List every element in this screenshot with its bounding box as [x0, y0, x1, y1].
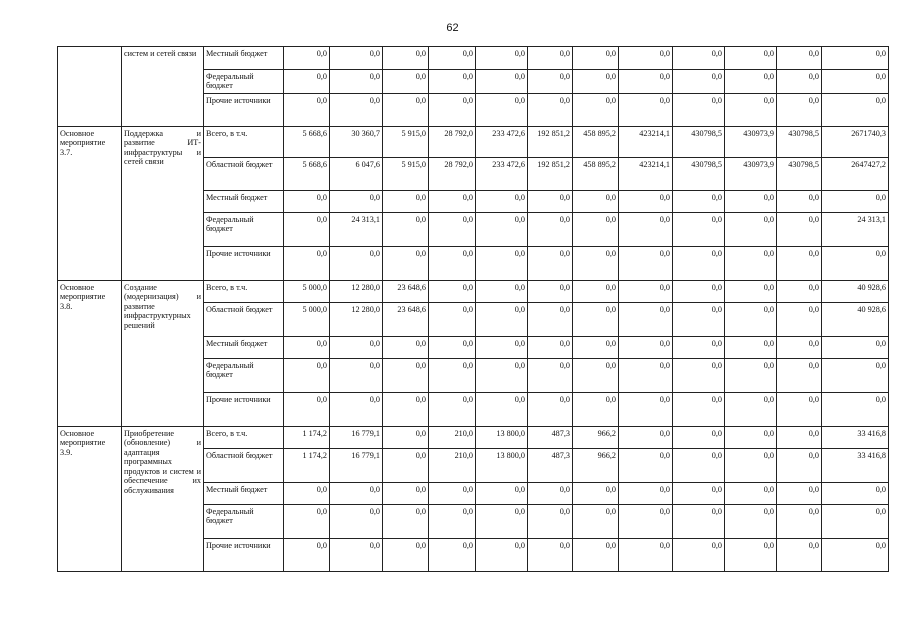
- value-cell: 0,0: [383, 70, 429, 94]
- value-cell: 0,0: [330, 47, 383, 70]
- description-cell: систем и сетей связи: [122, 47, 204, 127]
- activity-cell: Основное мероприятие 3.7.: [58, 127, 122, 281]
- value-cell: 23 648,6: [383, 281, 429, 303]
- value-cell: 1 174,2: [284, 449, 330, 483]
- description-cell: Создание (модернизация) и развитие инфраструктурных решений: [122, 281, 204, 427]
- value-cell: 5 915,0: [383, 158, 429, 191]
- budget-table: [57, 46, 889, 572]
- funding-source-cell: Местный бюджет: [204, 483, 284, 505]
- value-cell: 0,0: [383, 449, 429, 483]
- value-cell: 0,0: [383, 247, 429, 281]
- total-value-cell: 40 928,6: [822, 303, 889, 337]
- table-row: [58, 281, 889, 303]
- funding-source-cell: Всего, в т.ч.: [204, 127, 284, 158]
- value-cell: 1 174,2: [284, 427, 330, 449]
- value-cell: 0,0: [383, 359, 429, 393]
- value-cell: 0,0: [725, 247, 777, 281]
- value-cell: 0,0: [777, 359, 822, 393]
- total-value-cell: 0,0: [822, 70, 889, 94]
- table-body: [58, 47, 889, 572]
- value-cell: 0,0: [383, 483, 429, 505]
- value-cell: 0,0: [619, 94, 673, 127]
- value-cell: 0,0: [725, 303, 777, 337]
- value-cell: 0,0: [429, 70, 476, 94]
- value-cell: 0,0: [528, 359, 573, 393]
- value-cell: 0,0: [619, 213, 673, 247]
- value-cell: 0,0: [777, 539, 822, 572]
- value-cell: 487,3: [528, 427, 573, 449]
- value-cell: 0,0: [725, 393, 777, 427]
- total-value-cell: 0,0: [822, 505, 889, 539]
- value-cell: 0,0: [777, 427, 822, 449]
- value-cell: 0,0: [777, 247, 822, 281]
- value-cell: 0,0: [777, 213, 822, 247]
- value-cell: 6 047,6: [330, 158, 383, 191]
- value-cell: 0,0: [330, 70, 383, 94]
- value-cell: 0,0: [777, 94, 822, 127]
- value-cell: 0,0: [528, 47, 573, 70]
- value-cell: 0,0: [476, 47, 528, 70]
- value-cell: 0,0: [429, 505, 476, 539]
- value-cell: 0,0: [619, 337, 673, 359]
- value-cell: 0,0: [619, 359, 673, 393]
- value-cell: 0,0: [383, 191, 429, 213]
- value-cell: 0,0: [777, 483, 822, 505]
- funding-source-cell: Областной бюджет: [204, 303, 284, 337]
- total-value-cell: 0,0: [822, 191, 889, 213]
- value-cell: 458 895,2: [573, 127, 619, 158]
- value-cell: 0,0: [725, 337, 777, 359]
- value-cell: 0,0: [330, 94, 383, 127]
- value-cell: 0,0: [725, 191, 777, 213]
- value-cell: 430798,5: [673, 127, 725, 158]
- value-cell: 0,0: [777, 505, 822, 539]
- value-cell: 0,0: [476, 303, 528, 337]
- value-cell: 0,0: [476, 281, 528, 303]
- value-cell: 5 000,0: [284, 303, 330, 337]
- funding-source-cell: Федеральный бюджет: [204, 70, 284, 94]
- value-cell: 0,0: [284, 483, 330, 505]
- value-cell: 0,0: [777, 303, 822, 337]
- funding-source-cell: Областной бюджет: [204, 449, 284, 483]
- value-cell: 966,2: [573, 449, 619, 483]
- value-cell: 0,0: [673, 393, 725, 427]
- value-cell: 0,0: [528, 393, 573, 427]
- value-cell: 0,0: [725, 47, 777, 70]
- value-cell: 0,0: [573, 483, 619, 505]
- description-cell: Приобретение (обновление) и адаптация программных продуктов и систем и обеспечение их обслуживания: [122, 427, 204, 572]
- value-cell: 0,0: [383, 427, 429, 449]
- value-cell: 0,0: [383, 505, 429, 539]
- value-cell: 12 280,0: [330, 303, 383, 337]
- value-cell: 0,0: [725, 505, 777, 539]
- value-cell: 0,0: [429, 337, 476, 359]
- value-cell: 0,0: [528, 213, 573, 247]
- value-cell: 0,0: [673, 94, 725, 127]
- value-cell: 487,3: [528, 449, 573, 483]
- value-cell: 0,0: [429, 47, 476, 70]
- value-cell: 0,0: [573, 539, 619, 572]
- value-cell: 0,0: [476, 337, 528, 359]
- value-cell: 0,0: [673, 337, 725, 359]
- value-cell: 0,0: [429, 483, 476, 505]
- funding-source-cell: Прочие источники: [204, 539, 284, 572]
- value-cell: 0,0: [528, 303, 573, 337]
- value-cell: 0,0: [383, 94, 429, 127]
- value-cell: 0,0: [673, 505, 725, 539]
- funding-source-cell: Местный бюджет: [204, 191, 284, 213]
- value-cell: 5 000,0: [284, 281, 330, 303]
- value-cell: 0,0: [619, 303, 673, 337]
- value-cell: 23 648,6: [383, 303, 429, 337]
- value-cell: 0,0: [673, 281, 725, 303]
- value-cell: 0,0: [476, 191, 528, 213]
- value-cell: 233 472,6: [476, 127, 528, 158]
- value-cell: 0,0: [619, 191, 673, 213]
- funding-source-cell: Прочие источники: [204, 94, 284, 127]
- value-cell: 5 915,0: [383, 127, 429, 158]
- total-value-cell: 0,0: [822, 337, 889, 359]
- value-cell: 0,0: [476, 359, 528, 393]
- funding-source-cell: Федеральный бюджет: [204, 213, 284, 247]
- value-cell: 0,0: [429, 303, 476, 337]
- value-cell: 28 792,0: [429, 127, 476, 158]
- value-cell: 0,0: [725, 213, 777, 247]
- value-cell: 0,0: [429, 539, 476, 572]
- value-cell: 233 472,6: [476, 158, 528, 191]
- value-cell: 430973,9: [725, 158, 777, 191]
- value-cell: 16 779,1: [330, 449, 383, 483]
- total-value-cell: 0,0: [822, 483, 889, 505]
- value-cell: 0,0: [383, 393, 429, 427]
- value-cell: 0,0: [573, 281, 619, 303]
- value-cell: 0,0: [673, 247, 725, 281]
- value-cell: 28 792,0: [429, 158, 476, 191]
- table-row: [58, 127, 889, 158]
- funding-source-cell: Областной бюджет: [204, 158, 284, 191]
- value-cell: 0,0: [476, 505, 528, 539]
- value-cell: 13 800,0: [476, 449, 528, 483]
- value-cell: 0,0: [476, 94, 528, 127]
- value-cell: 0,0: [725, 449, 777, 483]
- value-cell: 0,0: [573, 70, 619, 94]
- activity-cell: [58, 47, 122, 127]
- activity-cell: Основное мероприятие 3.9.: [58, 427, 122, 572]
- value-cell: 423214,1: [619, 127, 673, 158]
- value-cell: 966,2: [573, 427, 619, 449]
- value-cell: 430973,9: [725, 127, 777, 158]
- value-cell: 0,0: [383, 47, 429, 70]
- value-cell: 0,0: [573, 94, 619, 127]
- value-cell: 0,0: [284, 47, 330, 70]
- value-cell: 0,0: [284, 191, 330, 213]
- funding-source-cell: Федеральный бюджет: [204, 505, 284, 539]
- value-cell: 192 851,2: [528, 127, 573, 158]
- value-cell: 0,0: [725, 70, 777, 94]
- value-cell: 0,0: [284, 359, 330, 393]
- value-cell: 0,0: [528, 505, 573, 539]
- value-cell: 0,0: [673, 427, 725, 449]
- value-cell: 0,0: [725, 281, 777, 303]
- description-cell: Поддержка и развитие ИТ-инфраструктуры и сетей связи: [122, 127, 204, 281]
- value-cell: 0,0: [528, 337, 573, 359]
- value-cell: 0,0: [673, 303, 725, 337]
- value-cell: 210,0: [429, 427, 476, 449]
- value-cell: 0,0: [725, 539, 777, 572]
- value-cell: 24 313,1: [330, 213, 383, 247]
- funding-source-cell: Всего, в т.ч.: [204, 281, 284, 303]
- value-cell: 0,0: [725, 359, 777, 393]
- value-cell: 0,0: [777, 281, 822, 303]
- value-cell: 0,0: [673, 539, 725, 572]
- value-cell: 430798,5: [777, 127, 822, 158]
- table-row: [58, 47, 889, 70]
- value-cell: 0,0: [284, 337, 330, 359]
- value-cell: 430798,5: [777, 158, 822, 191]
- value-cell: 0,0: [573, 359, 619, 393]
- value-cell: 0,0: [573, 191, 619, 213]
- total-value-cell: 2671740,3: [822, 127, 889, 158]
- total-value-cell: 0,0: [822, 94, 889, 127]
- value-cell: 0,0: [429, 94, 476, 127]
- value-cell: 0,0: [777, 70, 822, 94]
- funding-source-cell: Прочие источники: [204, 247, 284, 281]
- value-cell: 0,0: [619, 281, 673, 303]
- value-cell: 0,0: [619, 449, 673, 483]
- value-cell: 0,0: [777, 393, 822, 427]
- value-cell: 0,0: [777, 449, 822, 483]
- value-cell: 0,0: [383, 337, 429, 359]
- value-cell: 0,0: [573, 47, 619, 70]
- activity-cell: Основное мероприятие 3.8.: [58, 281, 122, 427]
- value-cell: 0,0: [476, 213, 528, 247]
- total-value-cell: 0,0: [822, 47, 889, 70]
- value-cell: 0,0: [284, 94, 330, 127]
- value-cell: 0,0: [330, 393, 383, 427]
- value-cell: 0,0: [284, 70, 330, 94]
- value-cell: 0,0: [619, 505, 673, 539]
- value-cell: 0,0: [725, 427, 777, 449]
- value-cell: 0,0: [528, 539, 573, 572]
- funding-source-cell: Всего, в т.ч.: [204, 427, 284, 449]
- value-cell: 423214,1: [619, 158, 673, 191]
- value-cell: 0,0: [673, 191, 725, 213]
- value-cell: 0,0: [330, 483, 383, 505]
- value-cell: 0,0: [528, 94, 573, 127]
- total-value-cell: 24 313,1: [822, 213, 889, 247]
- value-cell: 0,0: [383, 213, 429, 247]
- value-cell: 0,0: [429, 213, 476, 247]
- value-cell: 0,0: [619, 539, 673, 572]
- value-cell: 5 668,6: [284, 127, 330, 158]
- value-cell: 0,0: [619, 47, 673, 70]
- value-cell: 0,0: [330, 359, 383, 393]
- value-cell: 0,0: [476, 247, 528, 281]
- value-cell: 0,0: [330, 505, 383, 539]
- value-cell: 30 360,7: [330, 127, 383, 158]
- value-cell: 0,0: [528, 483, 573, 505]
- value-cell: 0,0: [528, 191, 573, 213]
- value-cell: 192 851,2: [528, 158, 573, 191]
- value-cell: 0,0: [429, 281, 476, 303]
- value-cell: 458 895,2: [573, 158, 619, 191]
- value-cell: 0,0: [573, 505, 619, 539]
- value-cell: 0,0: [528, 281, 573, 303]
- total-value-cell: 0,0: [822, 247, 889, 281]
- funding-source-cell: Федеральный бюджет: [204, 359, 284, 393]
- value-cell: 0,0: [573, 247, 619, 281]
- value-cell: 0,0: [673, 213, 725, 247]
- value-cell: 0,0: [725, 483, 777, 505]
- total-value-cell: 0,0: [822, 393, 889, 427]
- value-cell: 0,0: [429, 247, 476, 281]
- funding-source-cell: Местный бюджет: [204, 47, 284, 70]
- value-cell: 0,0: [476, 70, 528, 94]
- value-cell: 0,0: [619, 247, 673, 281]
- value-cell: 12 280,0: [330, 281, 383, 303]
- value-cell: 0,0: [330, 539, 383, 572]
- value-cell: 0,0: [777, 47, 822, 70]
- value-cell: 430798,5: [673, 158, 725, 191]
- total-value-cell: 2647427,2: [822, 158, 889, 191]
- value-cell: 0,0: [330, 247, 383, 281]
- value-cell: 0,0: [284, 247, 330, 281]
- value-cell: 0,0: [619, 70, 673, 94]
- value-cell: 0,0: [619, 483, 673, 505]
- value-cell: 0,0: [383, 539, 429, 572]
- value-cell: 0,0: [573, 337, 619, 359]
- table-row: [58, 427, 889, 449]
- value-cell: 0,0: [673, 47, 725, 70]
- value-cell: 0,0: [619, 427, 673, 449]
- value-cell: 0,0: [330, 337, 383, 359]
- total-value-cell: 33 416,8: [822, 427, 889, 449]
- value-cell: 0,0: [673, 449, 725, 483]
- value-cell: 0,0: [476, 539, 528, 572]
- value-cell: 210,0: [429, 449, 476, 483]
- value-cell: 0,0: [476, 393, 528, 427]
- value-cell: 0,0: [476, 483, 528, 505]
- value-cell: 0,0: [284, 393, 330, 427]
- value-cell: 0,0: [429, 359, 476, 393]
- value-cell: 0,0: [777, 337, 822, 359]
- value-cell: 0,0: [573, 393, 619, 427]
- value-cell: 0,0: [429, 191, 476, 213]
- value-cell: 13 800,0: [476, 427, 528, 449]
- value-cell: 16 779,1: [330, 427, 383, 449]
- total-value-cell: 40 928,6: [822, 281, 889, 303]
- value-cell: 0,0: [330, 191, 383, 213]
- value-cell: 0,0: [673, 483, 725, 505]
- value-cell: 0,0: [573, 303, 619, 337]
- value-cell: 0,0: [673, 70, 725, 94]
- funding-source-cell: Прочие источники: [204, 393, 284, 427]
- value-cell: 0,0: [284, 505, 330, 539]
- value-cell: 0,0: [573, 213, 619, 247]
- funding-source-cell: Местный бюджет: [204, 337, 284, 359]
- page-number: 62: [446, 22, 459, 34]
- total-value-cell: 33 416,8: [822, 449, 889, 483]
- value-cell: 0,0: [528, 247, 573, 281]
- total-value-cell: 0,0: [822, 539, 889, 572]
- value-cell: 0,0: [777, 191, 822, 213]
- value-cell: 0,0: [673, 359, 725, 393]
- value-cell: 5 668,6: [284, 158, 330, 191]
- value-cell: 0,0: [429, 393, 476, 427]
- value-cell: 0,0: [284, 213, 330, 247]
- value-cell: 0,0: [619, 393, 673, 427]
- total-value-cell: 0,0: [822, 359, 889, 393]
- value-cell: 0,0: [528, 70, 573, 94]
- value-cell: 0,0: [284, 539, 330, 572]
- value-cell: 0,0: [725, 94, 777, 127]
